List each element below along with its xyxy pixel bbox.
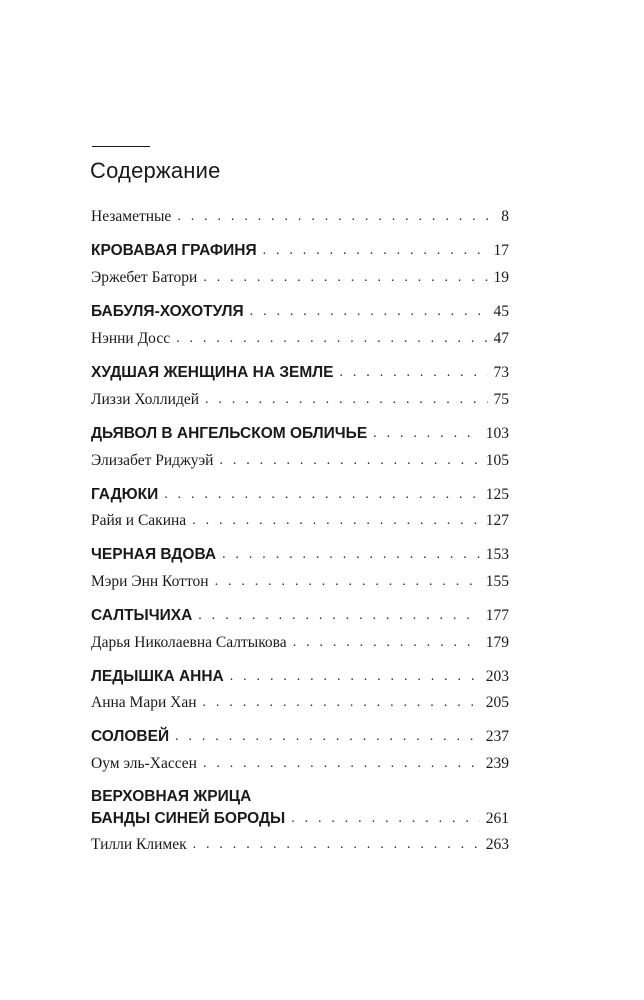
chapter-page: 203 <box>485 668 509 685</box>
page-title: Содержание <box>90 158 221 183</box>
chapter-page: 103 <box>485 425 509 442</box>
toc-chapter <box>91 546 509 564</box>
subentry-title: Нэнни Досс <box>91 330 171 347</box>
subentry-title: Эржебет Батори <box>91 269 198 286</box>
subentry-title: Лиззи Холлидей <box>91 391 200 408</box>
dot-leader <box>291 811 480 827</box>
chapter-page: 261 <box>485 810 509 827</box>
dot-leader <box>215 574 480 590</box>
dot-leader <box>175 729 480 745</box>
toc-subentry <box>91 836 509 854</box>
dot-leader <box>230 669 480 685</box>
chapter-page: 17 <box>493 242 509 259</box>
dot-leader <box>164 487 480 503</box>
dot-leader <box>222 547 480 563</box>
toc-subentry <box>91 755 509 773</box>
dot-leader <box>340 365 488 381</box>
subentry-title: Дарья Николаевна Салтыкова <box>91 634 287 651</box>
toc-chapter <box>91 303 509 321</box>
dot-leader <box>219 453 479 469</box>
toc-chapter <box>91 425 509 443</box>
subentry-page: 179 <box>485 634 509 651</box>
dot-leader <box>192 513 480 529</box>
dot-leader <box>263 243 488 259</box>
subentry-page: 47 <box>493 330 509 347</box>
dot-leader <box>193 837 480 853</box>
subentry-title: Мэри Энн Коттон <box>91 573 209 590</box>
toc-chapter <box>91 668 509 686</box>
subentry-page: 75 <box>493 391 509 408</box>
chapter-page: 237 <box>485 728 509 745</box>
subentry-page: 205 <box>485 694 509 711</box>
chapter-title: ДЬЯВОЛ В АНГЕЛЬСКОМ ОБЛИЧЬЕ <box>91 425 368 442</box>
toc-chapter-two-line <box>91 788 509 828</box>
chapter-page: 45 <box>493 303 509 320</box>
subentry-title: Тилли Климек <box>91 836 187 853</box>
toc-subentry <box>91 269 509 287</box>
chapter-title: КРОВАВАЯ ГРАФИНЯ <box>91 242 257 259</box>
dot-leader <box>198 608 479 624</box>
dot-leader <box>203 270 487 286</box>
toc-subentry <box>91 634 509 652</box>
toc-subentry <box>91 391 509 409</box>
dot-leader <box>205 392 487 408</box>
chapter-title: БАБУЛЯ-ХОХОТУЛЯ <box>91 303 244 320</box>
chapter-title-line-1: ВЕРХОВНАЯ ЖРИЦА <box>91 788 252 805</box>
dot-leader <box>293 635 480 651</box>
toc-subentry <box>91 573 509 591</box>
toc-subentry <box>91 452 509 470</box>
subentry-page: 263 <box>485 836 509 853</box>
chapter-title: ГАДЮКИ <box>91 486 159 503</box>
subentry-page: 105 <box>485 452 509 469</box>
subentry-page: 155 <box>485 573 509 590</box>
dot-leader <box>177 209 495 225</box>
dot-leader <box>373 426 480 442</box>
toc-chapter <box>91 607 509 625</box>
dot-leader <box>250 304 488 320</box>
chapter-title: ЛЕДЫШКА АННА <box>91 668 224 685</box>
subentry-page: 127 <box>485 512 509 529</box>
chapter-page: 177 <box>485 607 509 624</box>
subentry-title: Оум эль-Хассен <box>91 755 197 772</box>
chapter-page: 125 <box>485 486 509 503</box>
toc-chapter <box>91 364 509 382</box>
subentry-title: Анна Мари Хан <box>91 694 197 711</box>
toc-subentry <box>91 512 509 530</box>
toc-subentry <box>91 330 509 348</box>
chapter-title: ХУДШАЯ ЖЕНЩИНА НА ЗЕМЛЕ <box>91 364 334 381</box>
chapter-title: САЛТЫЧИХА <box>91 607 193 624</box>
subentry-title: Элизабет Риджуэй <box>91 452 214 469</box>
chapter-page: 153 <box>485 546 509 563</box>
toc-chapter <box>91 242 509 260</box>
toc-entry-intro <box>91 208 509 226</box>
toc-chapter <box>91 728 509 746</box>
toc-chapter <box>91 486 509 504</box>
toc-subentry <box>91 694 509 712</box>
subentry-page: 239 <box>485 755 509 772</box>
subentry-page: 19 <box>493 269 509 286</box>
entry-page: 8 <box>501 208 509 225</box>
dot-leader <box>176 331 487 347</box>
subentry-title: Райя и Сакина <box>91 512 187 529</box>
chapter-title-line-2: БАНДЫ СИНЕЙ БОРОДЫ <box>91 810 286 827</box>
chapter-page: 73 <box>493 364 509 381</box>
dot-leader <box>203 695 480 711</box>
dot-leader <box>203 756 480 772</box>
entry-title: Незаметные <box>91 208 172 225</box>
chapter-title: СОЛОВЕЙ <box>91 728 170 745</box>
chapter-title: ЧЕРНАЯ ВДОВА <box>91 546 217 563</box>
